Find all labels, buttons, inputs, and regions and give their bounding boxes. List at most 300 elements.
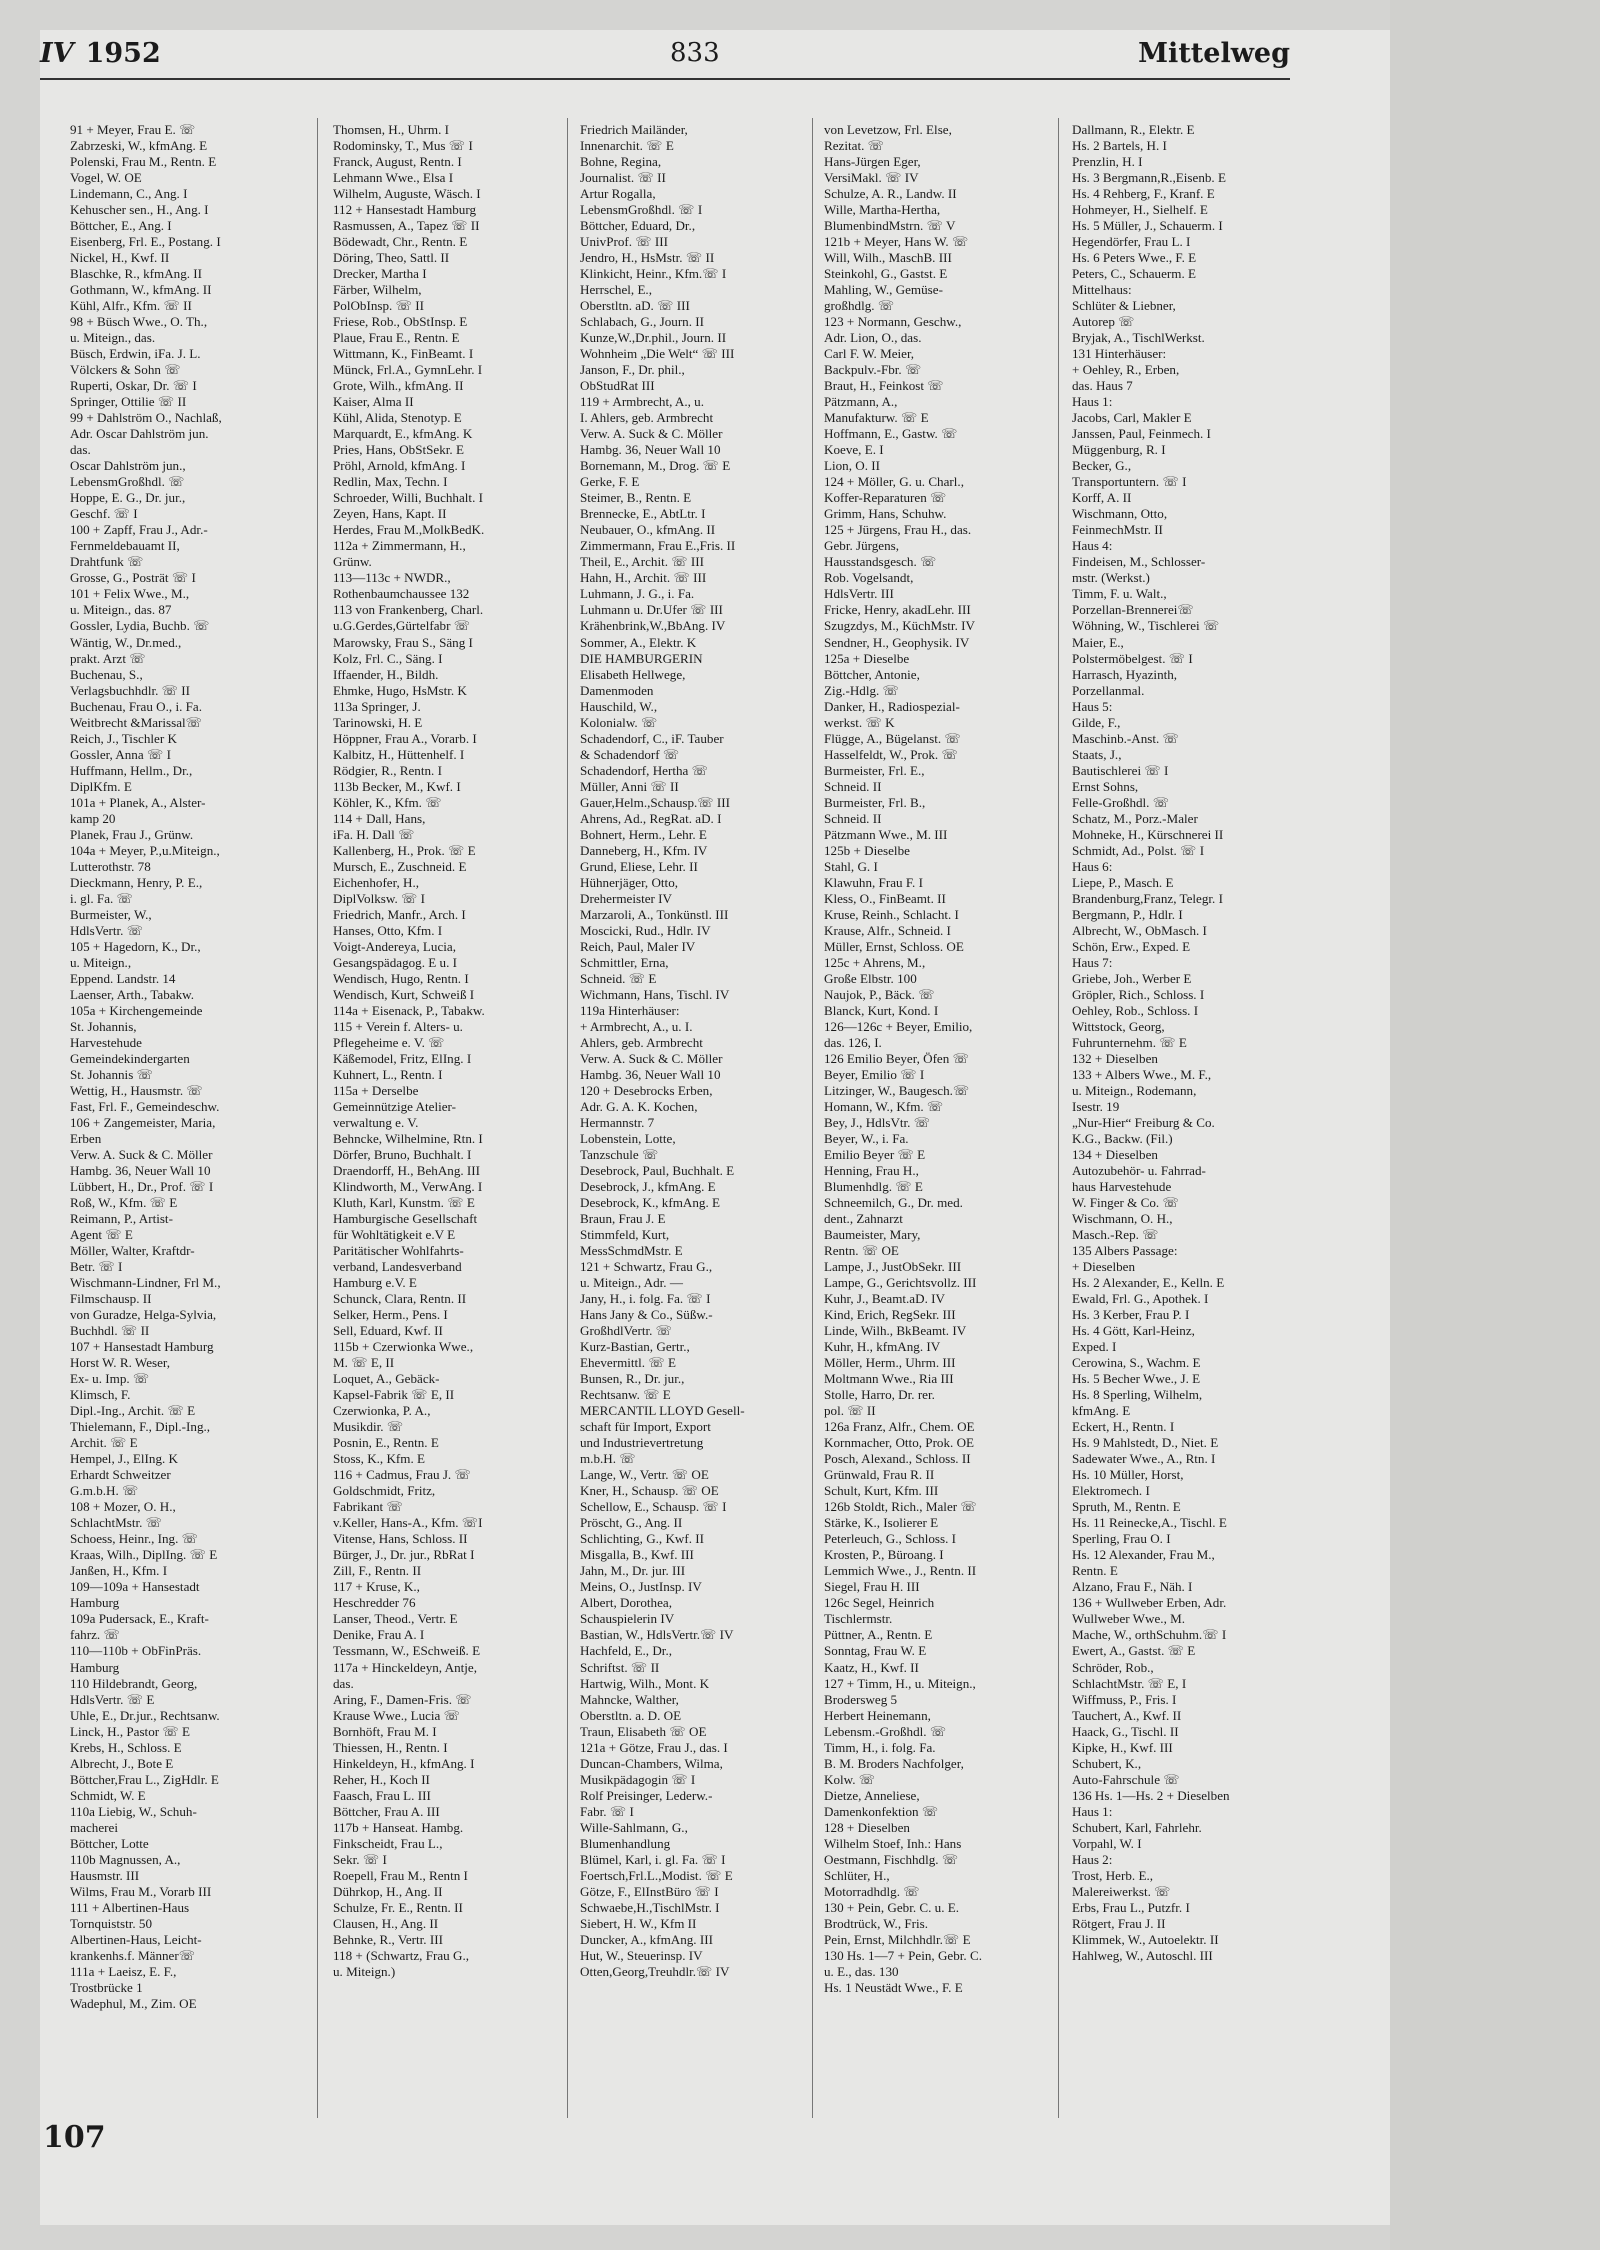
directory-entry-line: Rasmussen, A., Tapez ☏ II [333,218,480,234]
directory-entry-line: Wittmann, K., FinBeamt. I [333,346,474,362]
directory-entry-line: prakt. Arzt ☏ [70,650,146,666]
directory-entry-line: Zabrzeski, W., kfmAng. E [70,138,208,154]
directory-entry-line: 125b + Dieselbe [824,842,910,858]
directory-entry-line: Oehley, Rob., Schloss. I [1072,1002,1199,1018]
directory-entry-line: Weitbrecht &Marissal☏ [70,714,203,730]
directory-entry-line: Thielemann, F., Dipl.-Ing., [70,1419,211,1435]
directory-entry-line: Möller, Herm., Uhrm. III [824,1355,956,1371]
directory-entry-line: Haus 7: [1072,954,1113,970]
directory-column-1 [70,122,296,2012]
directory-entry-line: 114 + Dall, Hans, [333,810,426,826]
directory-entry-line: Klawuhn, Frau F. I [824,874,923,890]
directory-entry-line: Mursch, E., Zuschneid. E [333,858,467,874]
directory-entry-line: Schröder, Rob., [1072,1659,1154,1675]
directory-entry-line: Hamburg e.V. E [333,1275,417,1291]
directory-entry-line: Schellow, E., Schausp. ☏ I [580,1499,727,1515]
directory-entry-line: Verlagsbuchhdlr. ☏ II [70,682,191,698]
directory-entry-line: Wöhning, W., Tischlerei ☏ [1072,618,1220,634]
directory-entry-line: Hs. 4 Gött, Karl-Heinz, [1072,1323,1195,1339]
directory-entry-line: Herbert Heinemann, [824,1707,931,1723]
directory-entry-line: Wille, Martha-Hertha, [824,202,941,218]
header-year: 1952 [85,38,161,69]
directory-entry-line: 101 + Felix Wwe., M., [70,586,190,602]
directory-entry-line: 132 + Dieselben [1072,1050,1158,1066]
directory-entry-line: Lebensm.-Großhdl. ☏ [824,1723,947,1739]
directory-entry-line: Kuhr, J., Beamt.aD. IV [824,1291,945,1307]
directory-entry-line: Schadendorf, C., iF. Tauber [580,730,724,746]
directory-entry-line: Dührkop, H., Ang. II [333,1883,443,1899]
directory-entry-line: Jany, H., i. folg. Fa. ☏ I [580,1291,711,1307]
directory-entry-line: Schatz, M., Porz.-Maler [1072,810,1198,826]
directory-column-4 [824,122,1050,1996]
directory-entry-line: Goldschmidt, Fritz, [333,1483,436,1499]
directory-entry-line: Kaatz, H., Kwf. II [824,1659,919,1675]
directory-entry-line: von Guradze, Helga-Sylvia, [70,1307,217,1323]
directory-entry-line: Rezitat. ☏ [824,138,885,154]
directory-entry-line: Klindworth, M., VerwAng. I [333,1179,483,1195]
directory-entry-line: Roepell, Frau M., Rentn I [333,1867,468,1883]
directory-entry-line: Hamburg [70,1659,120,1675]
directory-entry-line: Ruperti, Oskar, Dr. ☏ I [70,378,197,394]
directory-entry-line: Braun, Frau J. E [580,1211,666,1227]
directory-entry-line: UnivProf. ☏ III [580,234,669,250]
directory-entry-line: Haus 2: [1072,1851,1113,1867]
directory-entry-line: Müggenburg, R. I [1072,442,1166,458]
directory-entry-line: Bastian, W., HdlsVertr.☏ IV [580,1627,734,1643]
directory-entry-line: Desebrock, K., kfmAng. E [580,1195,720,1211]
directory-entry-line: Linde, Wilh., BkBeamt. IV [824,1323,967,1339]
directory-entry-line: Friedrich Mailänder, [580,122,688,137]
directory-entry-line: 126c Segel, Heinrich [824,1595,935,1611]
directory-entry-line: Kurz-Bastian, Gertr., [580,1339,690,1355]
directory-entry-line: HdlsVertr. III [824,586,894,602]
directory-entry-line: Maschinb.-Anst. ☏ [1072,730,1179,746]
directory-entry-line: Bohne, Regina, [580,154,662,170]
directory-entry-line: 126 Emilio Beyer, Öfen ☏ [824,1050,969,1066]
directory-entry-line: Damenmoden [580,682,654,698]
directory-entry-line: Stoss, K., Kfm. E [333,1451,426,1467]
directory-entry-line: i. gl. Fa. ☏ [70,890,133,906]
directory-entry-line: Lampe, G., Gerichtsvollz. III [824,1275,977,1291]
directory-entry-line: B. M. Broders Nachfolger, [824,1755,964,1771]
directory-entry-line: Eppend. Landstr. 14 [70,970,176,986]
page-header [40,38,1290,98]
directory-entry-line: Hs. 2 Bartels, H. I [1072,138,1167,154]
directory-entry-line: Hs. 3 Kerber, Frau P. I [1072,1307,1190,1323]
directory-entry-line: iFa. H. Dall ☏ [333,826,415,842]
header-page-number: 833 [670,38,720,68]
directory-entry-line: 125 + Jürgens, Frau H., das. [824,522,972,538]
directory-entry-line: 101a + Planek, A., Alster- [70,794,206,810]
directory-entry-line: Kunze,W.,Dr.phil., Journ. II [580,330,727,346]
directory-entry-line: Hs. 10 Müller, Horst, [1072,1467,1184,1483]
directory-entry-line: Gossler, Lydia, Buchb. ☏ [70,618,210,634]
directory-entry-line: Korff, A. II [1072,490,1132,506]
directory-entry-line: Luhmann, J. G., i. Fa. [580,586,695,602]
directory-entry-line: Ehevermittl. ☏ E [580,1355,677,1371]
directory-entry-line: 109—109a + Hansestadt [70,1579,200,1595]
directory-entry-line: 130 Hs. 1—7 + Pein, Gebr. C. [824,1947,982,1963]
directory-entry-line: Schroeder, Willi, Buchhalt. I [333,490,483,506]
directory-entry-line: großhdlg. ☏ [824,298,895,314]
directory-entry-line: Hamburg [70,1595,120,1611]
directory-entry-line: HdlsVertr. ☏ E [70,1691,155,1707]
directory-entry-line: Burmeister, Frl. B., [824,794,926,810]
directory-entry-line: Harrasch, Hyazinth, [1072,666,1178,682]
directory-entry-line: 126—126c + Beyer, Emilio, [824,1018,973,1034]
directory-entry-line: Brennecke, E., AbtLtr. I [580,506,706,522]
directory-entry-line: Marowsky, Frau S., Säng I [333,634,473,650]
directory-entry-line: 112a + Zimmermann, H., [333,538,466,554]
directory-entry-line: 134 + Dieselben [1072,1147,1158,1162]
directory-entry-line: Blanck, Kurt, Kond. I [824,1002,939,1018]
directory-entry-line: Ehmke, Hugo, HsMstr. K [333,682,467,698]
directory-entry-line: Zeyen, Hans, Kapt. II [333,506,447,522]
directory-entry-line: Haus 4: [1072,538,1113,554]
directory-entry-line: Wilhelm, Auguste, Wäsch. I [333,186,481,202]
directory-entry-line: u. Miteign., das. [70,330,156,346]
directory-entry-line: Färber, Wilhelm, [333,282,422,298]
directory-entry-line: u.G.Gerdes,Gürtelfabr ☏ [333,618,471,634]
directory-entry-line: Schmidt, W. E [70,1787,146,1803]
directory-entry-line: Gerke, F. E [580,474,640,490]
directory-entry-line: Ewald, Frl. G., Apothek. I [1072,1291,1209,1307]
directory-entry-line: Marquardt, E., kfmAng. K [333,426,473,442]
directory-entry-line: Möller, Walter, Kraftdr- [70,1243,195,1259]
directory-entry-line: Schlabach, G., Journ. II [580,314,704,330]
directory-entry-line: Tischlermstr. [824,1611,893,1627]
directory-entry-line: Porzellanmal. [1072,682,1145,698]
header-rule [40,78,1290,80]
directory-entry-line: Will, Wilh., MaschB. III [824,250,952,266]
directory-entry-line: Hausstandsgesch. ☏ [824,554,937,570]
directory-entry-line: Bergmann, P., Hdlr. I [1072,906,1183,922]
directory-entry-line: Reimann, P., Artist- [70,1211,173,1227]
directory-entry-line: Wittstock, Georg, [1072,1018,1165,1034]
directory-entry-line: Sekr. ☏ I [333,1851,387,1867]
directory-entry-line: Ewert, A., Gastst. ☏ E [1072,1643,1196,1659]
directory-entry-line: Kapsel-Fabrik ☏ E, II [333,1387,455,1403]
directory-entry-line: Lehmann Wwe., Elsa I [333,170,454,186]
directory-entry-line: 120 + Desebrocks Erben, [580,1082,713,1098]
directory-entry-line: Hambg. 36, Neuer Wall 10 [70,1163,211,1179]
directory-entry-line: Drecker, Martha I [333,266,427,282]
directory-entry-line: Rothenbaumchaussee 132 [333,586,470,602]
directory-entry-line: 131 Hinterhäuser: [1072,346,1167,362]
directory-entry-line: 111a + Laeisz, E. F., [70,1963,177,1979]
directory-entry-line: Redlin, Max, Techn. I [333,474,448,490]
directory-entry-line: Münck, Frl.A., GymnLehr. I [333,362,483,378]
directory-entry-line: Schneid. II [824,810,882,826]
directory-entry-line: Hs. 3 Bergmann,R.,Eisenb. E [1072,170,1226,186]
directory-entry-line: Auto-Fahrschule ☏ [1072,1771,1180,1787]
directory-entry-line: Hs. 6 Peters Wwe., F. E [1072,250,1197,266]
directory-entry-line: LebensmGroßhdl. ☏ [70,474,185,490]
directory-entry-line: Böttcher, Lotte [70,1835,149,1851]
directory-entry-line: Klimmek, W., Autoelektr. II [1072,1931,1219,1947]
directory-entry-line: Hs. 2 Alexander, E., Kelln. E [1072,1275,1225,1291]
directory-entry-line: + Dieselben [1072,1259,1136,1275]
directory-entry-line: 110a Liebig, W., Schuh- [70,1803,197,1819]
directory-column-3 [580,122,806,1980]
directory-entry-line: Käßemodel, Fritz, ElIng. I [333,1050,472,1066]
directory-entry-line: 119a Hinterhäuser: [580,1002,680,1018]
directory-entry-line: Kuhr, H., kfmAng. IV [824,1339,941,1355]
directory-entry-line: 99 + Dahlström O., Nachlaß, [70,410,222,426]
directory-entry-line: Sadewater Wwe., A., Rtn. I [1072,1451,1216,1467]
directory-entry-line: Hahn, H., Archit. ☏ III [580,570,707,586]
directory-entry-line: verwaltung e. V. [333,1114,419,1130]
directory-entry-line: Sendner, H., Geophysik. IV [824,634,970,650]
directory-entry-line: Lange, W., Vertr. ☏ OE [580,1467,709,1483]
directory-entry-line: 91 + Meyer, Frau E. ☏ [70,122,196,137]
directory-entry-line: M. ☏ E, II [333,1355,395,1371]
directory-entry-line: Herrschel, E., [580,282,652,298]
directory-entry-line: Böttcher, E., Ang. I [70,218,172,234]
directory-entry-line: Hut, W., Steuerinsp. IV [580,1947,703,1963]
directory-entry-line: 121a + Götze, Frau J., das. I [580,1739,728,1755]
directory-entry-line: Rob. Vogelsandt, [824,570,914,586]
directory-entry-line: Bürger, J., Dr. jur., RbRat I [333,1547,475,1563]
directory-entry-line: Luhmann u. Dr.Ufer ☏ III [580,602,723,618]
directory-entry-line: 113a Springer, J. [333,698,421,714]
directory-entry-line: Dietze, Anneliese, [824,1787,920,1803]
directory-entry-line: Griebe, Joh., Werber E [1072,970,1192,986]
directory-entry-line: Faasch, Frau L. III [333,1787,431,1803]
directory-entry-line: Ahrens, Ad., RegRat. aD. I [580,810,722,826]
column-divider [812,118,813,2118]
directory-entry-line: u. Miteign., Adr. — [580,1275,683,1291]
directory-entry-line: Kornmacher, Otto, Prok. OE [824,1435,975,1451]
directory-entry-line: Verw. A. Suck & C. Möller [580,426,723,442]
directory-entry-line: Voigt-Andereya, Lucia, [333,938,457,954]
directory-entry-line: Kolw. ☏ [824,1771,876,1787]
directory-entry-line: Wischmann-Lindner, Frl M., [70,1275,221,1291]
directory-entry-line: Trost, Herb. E., [1072,1867,1153,1883]
directory-entry-line: Tarinowski, H. E [333,714,423,730]
directory-entry-line: Henning, Frau H., [824,1163,919,1179]
directory-entry-line: 114a + Eisenack, P., Tabakw. [333,1002,485,1018]
directory-entry-line: Litzinger, W., Baugesch.☏ [824,1082,970,1098]
directory-entry-line: Adr. Lion, O., das. [824,330,922,346]
directory-entry-line: 115 + Verein f. Alters- u. [333,1018,463,1034]
directory-entry-line: Verw. A. Suck & C. Möller [70,1147,213,1162]
directory-entry-line: Nickel, H., Kwf. II [70,250,170,266]
directory-entry-line: 125a + Dieselbe [824,650,910,666]
header-roman: IV [40,38,74,69]
directory-entry-line: Horst W. R. Weser, [70,1355,171,1371]
directory-entry-line: Gauer,Helm.,Schausp.☏ III [580,794,731,810]
directory-entry-line: von Levetzow, Frl. Else, [824,122,952,137]
directory-entry-line: Krosten, P., Büroang. I [824,1547,944,1563]
directory-column-2 [333,122,559,1980]
directory-entry-line: Rötgert, Frau J. II [1072,1915,1166,1931]
directory-entry-line: Gemeinnützige Atelier- [333,1098,456,1114]
directory-entry-line: Friese, Rob., ObStInsp. E [333,314,468,330]
directory-entry-line: 105 + Hagedorn, K., Dr., [70,938,201,954]
directory-entry-line: Szugzdys, M., KüchMstr. IV [824,618,975,634]
directory-entry-line: Kuhnert, L., Rentn. I [333,1066,443,1082]
directory-entry-line: Lemmich Wwe., J., Rentn. II [824,1563,977,1579]
directory-entry-line: Trostbrücke 1 [70,1979,143,1995]
directory-entry-line: Schauspielerin IV [580,1611,675,1627]
directory-entry-line: Schadendorf, Hertha ☏ [580,762,708,778]
directory-entry-line: Heschredder 76 [333,1595,416,1611]
directory-entry-line: Gemeindekindergarten [70,1050,190,1066]
directory-entry-line: 105a + Kirchengemeinde [70,1002,203,1018]
directory-entry-line: Hühnerjäger, Otto, [580,874,679,890]
directory-entry-line: Albrecht, J., Bote E [70,1755,174,1771]
directory-entry-line: Franck, August, Rentn. I [333,154,462,170]
directory-entry-line: Haack, G., Tischl. II [1072,1723,1179,1739]
directory-entry-line: Ernst Sohns, [1072,778,1139,794]
directory-entry-line: 104a + Meyer, P.,u.Miteign., [70,842,220,858]
directory-entry-line: DIE HAMBURGERIN [580,650,703,666]
directory-entry-line: Prenzlin, H. I [1072,154,1143,170]
directory-entry-line: PolObInsp. ☏ II [333,298,424,314]
directory-entry-line: 136 + Wullweber Erben, Adr. [1072,1595,1227,1611]
directory-entry-line: Denike, Frau A. I [333,1627,425,1643]
directory-entry-line: Hs. 11 Reinecke,A., Tischl. E [1072,1515,1227,1531]
directory-entry-line: Wettig, H., Hausmstr. ☏ [70,1082,203,1098]
directory-entry-line: Braut, H., Feinkost ☏ [824,378,944,394]
directory-entry-line: Rentn. ☏ OE [824,1243,899,1259]
directory-entry-line: MERCANTIL LLOYD Gesell- [580,1403,745,1419]
directory-entry-line: Brodersweg 5 [824,1691,898,1707]
directory-entry-line: Schmidt, Ad., Polst. ☏ I [1072,842,1205,858]
directory-entry-line: Reher, H., Koch II [333,1771,430,1787]
directory-entry-line: LebensmGroßhdl. ☏ I [580,202,703,218]
directory-entry-line: Grimm, Hans, Schuhw. [824,506,947,522]
directory-entry-line: Tessmann, W., ESchweiß. E [333,1643,481,1659]
directory-entry-line: Dallmann, R., Elektr. E [1072,122,1195,137]
directory-entry-line: + Oehley, R., Erben, [1072,362,1180,378]
directory-entry-line: Gesangspädagog. E u. I [333,954,457,970]
directory-entry-line: Kehuscher sen., H., Ang. I [70,202,209,218]
directory-entry-line: Burmeister, Frl. E., [824,762,925,778]
directory-entry-line: u. Miteign.) [333,1963,396,1979]
directory-entry-line: Lindemann, C., Ang. I [70,186,188,202]
directory-entry-line: Beyer, Emilio ☏ I [824,1066,925,1082]
directory-entry-line: Koffer-Reparaturen ☏ [824,490,947,506]
directory-entry-line: Linck, H., Pastor ☏ E [70,1723,191,1739]
directory-entry-line: 118 + (Schwartz, Frau G., [333,1947,469,1963]
directory-entry-line: Alzano, Frau F., Näh. I [1072,1579,1193,1595]
directory-entry-line: 107 + Hansestadt Hamburg [70,1339,214,1355]
directory-entry-line: Thomsen, H., Uhrm. I [333,122,450,137]
directory-entry-line: 113b Becker, M., Kwf. I [333,778,461,794]
directory-entry-line: Kind, Erich, RegSekr. III [824,1307,956,1323]
directory-entry-line: u. E., das. 130 [824,1963,899,1979]
directory-entry-line: Hs. 1 Neustädt Wwe., F. E [824,1979,963,1995]
directory-entry-line: Tauchert, A., Kwf. II [1072,1707,1182,1723]
directory-entry-line: Wiffmuss, P., Fris. I [1072,1691,1177,1707]
directory-entry-line: Posnin, E., Rentn. E [333,1435,439,1451]
directory-entry-line: das. 126, I. [824,1034,882,1050]
directory-entry-line: I. Ahlers, geb. Armbrecht [580,410,714,426]
directory-entry-line: 113—113c + NWDR., [333,570,451,586]
directory-entry-line: Mohneke, H., Kürschnerei II [1072,826,1224,842]
directory-entry-line: Artur Rogalla, [580,186,656,202]
directory-entry-line: Uhle, E., Dr.jur., Rechtsanw. [70,1707,220,1723]
header-volume [40,38,161,69]
directory-entry-line: Huffmann, Hellm., Dr., [70,762,193,778]
directory-entry-line: Flügge, A., Bügelanst. ☏ [824,730,961,746]
directory-entry-line: Oberstltn. aD. ☏ III [580,298,690,314]
directory-entry-line: 121 + Schwartz, Frau G., [580,1259,713,1275]
directory-entry-line: Manufakturw. ☏ E [824,410,929,426]
directory-entry-line: Große Elbstr. 100 [824,970,917,986]
directory-entry-line: Klinkicht, Heinr., Kfm.☏ I [580,266,727,282]
directory-entry-line: Porzellan-Brennerei☏ [1072,602,1194,618]
directory-entry-line: Cerowina, S., Wachm. E [1072,1355,1201,1371]
directory-entry-line: Sell, Eduard, Kwf. II [333,1323,443,1339]
directory-entry-line: Kolz, Frl. C., Säng. I [333,650,443,666]
directory-entry-line: Albert, Dorothea, [580,1595,672,1611]
directory-entry-line: Janßen, H., Kfm. I [70,1563,168,1579]
directory-entry-line: Hoffmann, E., Gastw. ☏ [824,426,958,442]
directory-entry-line: SchlachtMstr. ☏ [70,1515,163,1531]
directory-entry-line: W. Finger & Co. ☏ [1072,1195,1179,1211]
directory-entry-line: Krause, Alfr., Schneid. I [824,922,951,938]
directory-entry-line: 121b + Meyer, Hans W. ☏ [824,234,969,250]
directory-entry-line: Ex- u. Imp. ☏ [70,1371,150,1387]
directory-entry-line: das. [70,442,91,458]
directory-entry-line: K.G., Backw. (Fil.) [1072,1130,1173,1146]
directory-entry-line: Spruth, M., Rentn. E [1072,1499,1181,1515]
directory-entry-line: Döring, Theo, Sattl. II [333,250,450,266]
directory-entry-line: Plaue, Frau E., Rentn. E [333,330,460,346]
directory-entry-line: Pröscht, G., Ang. II [580,1515,683,1531]
directory-entry-line: Jendro, H., HsMstr. ☏ II [580,250,715,266]
directory-entry-line: Meins, O., JustInsp. IV [580,1579,702,1595]
directory-entry-line: Haus 1: [1072,394,1113,410]
directory-entry-line: Kühl, Alida, Stenotyp. E [333,410,462,426]
directory-entry-line: Lion, O. II [824,458,881,474]
directory-entry-line: pol. ☏ II [824,1403,876,1419]
directory-entry-line: Pätzmann Wwe., M. III [824,826,948,842]
directory-entry-line: Hohmeyer, H., Sielhelf. E [1072,202,1208,218]
directory-entry-line: Bohnert, Herm., Lehr. E [580,826,707,842]
directory-entry-line: 100 + Zapff, Frau J., Adr.- [70,522,208,538]
directory-entry-line: Innenarchit. ☏ E [580,138,674,154]
directory-entry-line: Fabr. ☏ I [580,1803,634,1819]
directory-entry-line: Haus 6: [1072,858,1113,874]
directory-entry-line: Malereiwerkst. ☏ [1072,1883,1171,1899]
directory-entry-line: Kner, H., Schausp. ☏ OE [580,1483,719,1499]
directory-entry-line: Sperling, Frau O. I [1072,1531,1171,1547]
directory-entry-line: Theil, E., Archit. ☏ III [580,554,705,570]
directory-entry-line: Koeve, E. I [824,442,884,458]
directory-entry-line: m.b.H. ☏ [580,1451,636,1467]
directory-entry-line: Exped. I [1072,1339,1117,1355]
directory-entry-line: Janson, F., Dr. phil., [580,362,685,378]
directory-entry-line: Musikpädagogin ☏ I [580,1771,696,1787]
directory-entry-line: Höppner, Frau A., Vorarb. I [333,730,477,746]
directory-entry-line: Reich, J., Tischler K [70,730,177,746]
directory-entry-line: Pätzmann, A., [824,394,898,410]
directory-entry-line: Janssen, Paul, Feinmech. I [1072,426,1211,442]
directory-entry-line: werkst. ☏ K [824,714,895,730]
directory-entry-line: 115b + Czerwionka Wwe., [333,1339,474,1355]
directory-entry-line: Friedrich, Manfr., Arch. I [333,906,466,922]
directory-entry-line: das. [333,1675,354,1691]
directory-entry-line: v.Keller, Hans-A., Kfm. ☏I [333,1515,483,1531]
directory-entry-line: Grosse, G., Posträt ☏ I [70,570,196,586]
directory-entry-line: Iffaender, H., Bildh. [333,666,439,682]
directory-entry-line: haus Harvestehude [1072,1179,1172,1195]
directory-entry-line: Gilde, F., [1072,714,1121,730]
